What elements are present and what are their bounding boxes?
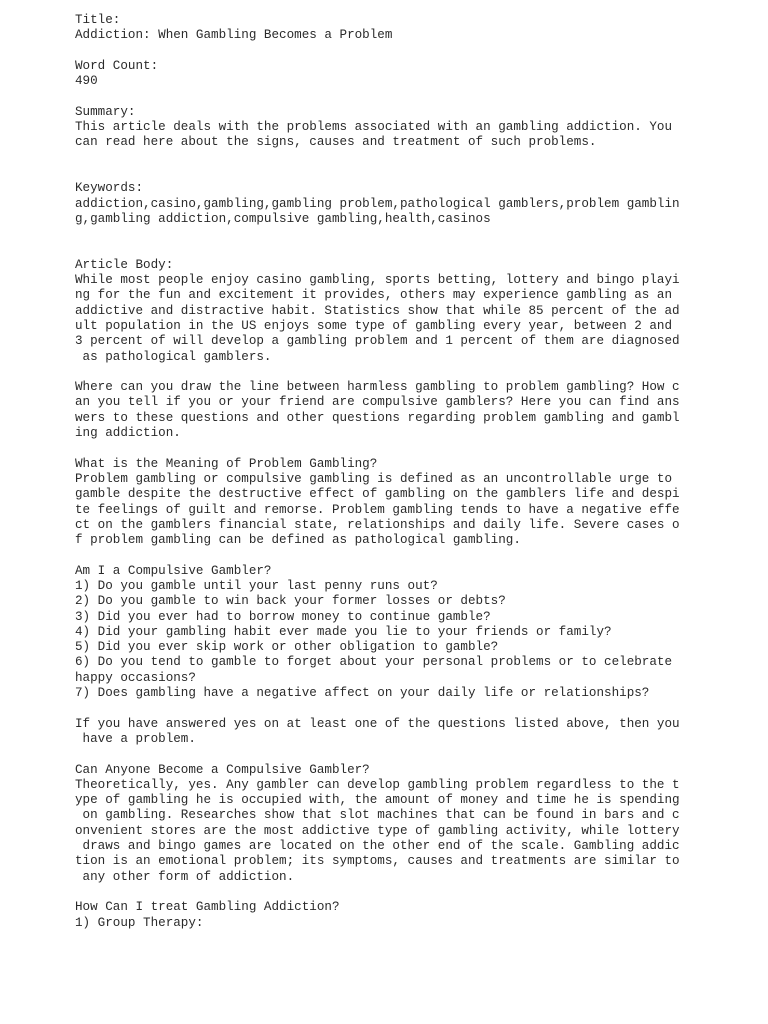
spacer (75, 548, 755, 563)
answer-line: If you have answered yes on at least one of the questions listed above, then you (75, 716, 680, 731)
anyone-line: on gambling. Researches show that slot machines that can be found in bars and c (75, 808, 680, 823)
word-count-value: 490 (75, 74, 98, 89)
question-line: ing addiction. (75, 426, 181, 441)
compulsive-item: 6) Do you tend to gamble to forget about your personal problems or to celebrate (75, 655, 673, 670)
spacer (75, 365, 755, 380)
keywords-line: g,gambling addiction,compulsive gambling,health,casinos (75, 211, 491, 226)
answer-line: have a problem. (75, 731, 196, 746)
intro-line: addictive and distractive habit. Statistics show that while 85 percent of the ad (75, 303, 680, 318)
document-page (75, 13, 755, 931)
anyone-line: any other form of addiction. (75, 869, 295, 884)
title-label: Title: (75, 13, 121, 27)
anyone-line: onvenient stores are the most addictive type of gambling activity, while lottery (75, 823, 680, 838)
intro-line: ult population in the US enjoys some type of gambling every year, between 2 and (75, 318, 673, 333)
intro-line: as pathological gamblers. (75, 349, 272, 364)
anyone-line: draws and bingo games are located on the other end of the scale. Gambling addic (75, 839, 680, 854)
intro-line: While most people enjoy casino gambling, sports betting, lottery and bingo playi (75, 273, 680, 288)
spacer (75, 701, 755, 716)
anyone-heading: Can Anyone Become a Compulsive Gambler? (75, 762, 370, 777)
compulsive-item: happy occasions? (75, 670, 196, 685)
anyone-line: tion is an emotional problem; its symptoms, causes and treatments are similar to (75, 854, 680, 869)
spacer (75, 747, 755, 762)
summary-label: Summary: (75, 104, 136, 119)
document-title: Addiction: When Gambling Becomes a Problem (75, 28, 393, 43)
anyone-line: Theoretically, yes. Any gambler can develop gambling problem regardless to the t (75, 777, 680, 792)
summary-line: This article deals with the problems associated with an gambling addiction. You (75, 120, 673, 135)
keywords-label: Keywords: (75, 181, 144, 196)
treat-line: 1) Group Therapy: (75, 915, 204, 930)
compulsive-item: 4) Did your gambling habit ever made you lie to your friends or family? (75, 624, 612, 639)
intro-line: ng for the fun and excitement it provides, others may experience gambling as an (75, 288, 673, 303)
spacer (75, 89, 755, 104)
question-line: Where can you draw the line between harmless gambling to problem gambling? How c (75, 380, 680, 395)
article-body-label: Article Body: (75, 257, 174, 272)
spacer (75, 242, 755, 257)
word-count-label: Word Count: (75, 58, 159, 73)
spacer (75, 441, 755, 456)
meaning-line: ct on the gamblers financial state, relationships and daily life. Severe cases o (75, 517, 680, 532)
compulsive-item: 5) Did you ever skip work or other obligation to gamble? (75, 640, 499, 655)
compulsive-item: 3) Did you ever had to borrow money to continue gamble? (75, 609, 491, 624)
meaning-line: f problem gambling can be defined as pathological gambling. (75, 533, 521, 548)
meaning-line: gamble despite the destructive effect of gambling on the gamblers life and despi (75, 487, 680, 502)
meaning-heading: What is the Meaning of Problem Gambling? (75, 456, 378, 471)
question-line: wers to these questions and other questions regarding problem gambling and gambl (75, 410, 680, 425)
meaning-line: te feelings of guilt and remorse. Problem gambling tends to have a negative effe (75, 502, 680, 517)
compulsive-item: 1) Do you gamble until your last penny runs out? (75, 578, 438, 593)
spacer (75, 44, 755, 59)
spacer (75, 166, 755, 181)
spacer (75, 151, 755, 166)
treat-heading: How Can I treat Gambling Addiction? (75, 900, 340, 915)
meaning-line: Problem gambling or compulsive gambling is defined as an uncontrollable urge to (75, 471, 673, 486)
compulsive-item: 2) Do you gamble to win back your former losses or debts? (75, 594, 506, 609)
question-line: an you tell if you or your friend are compulsive gamblers? Here you can find ans (75, 395, 680, 410)
compulsive-item: 7) Does gambling have a negative affect on your daily life or relationships? (75, 686, 650, 701)
compulsive-heading: Am I a Compulsive Gambler? (75, 563, 272, 578)
spacer (75, 885, 755, 900)
summary-line: can read here about the signs, causes and treatment of such problems. (75, 135, 597, 150)
intro-line: 3 percent of will develop a gambling problem and 1 percent of them are diagnosed (75, 334, 680, 349)
spacer (75, 227, 755, 242)
anyone-line: ype of gambling he is occupied with, the amount of money and time he is spending (75, 793, 680, 808)
keywords-line: addiction,casino,gambling,gambling problem,pathological gamblers,problem gamblin (75, 196, 680, 211)
